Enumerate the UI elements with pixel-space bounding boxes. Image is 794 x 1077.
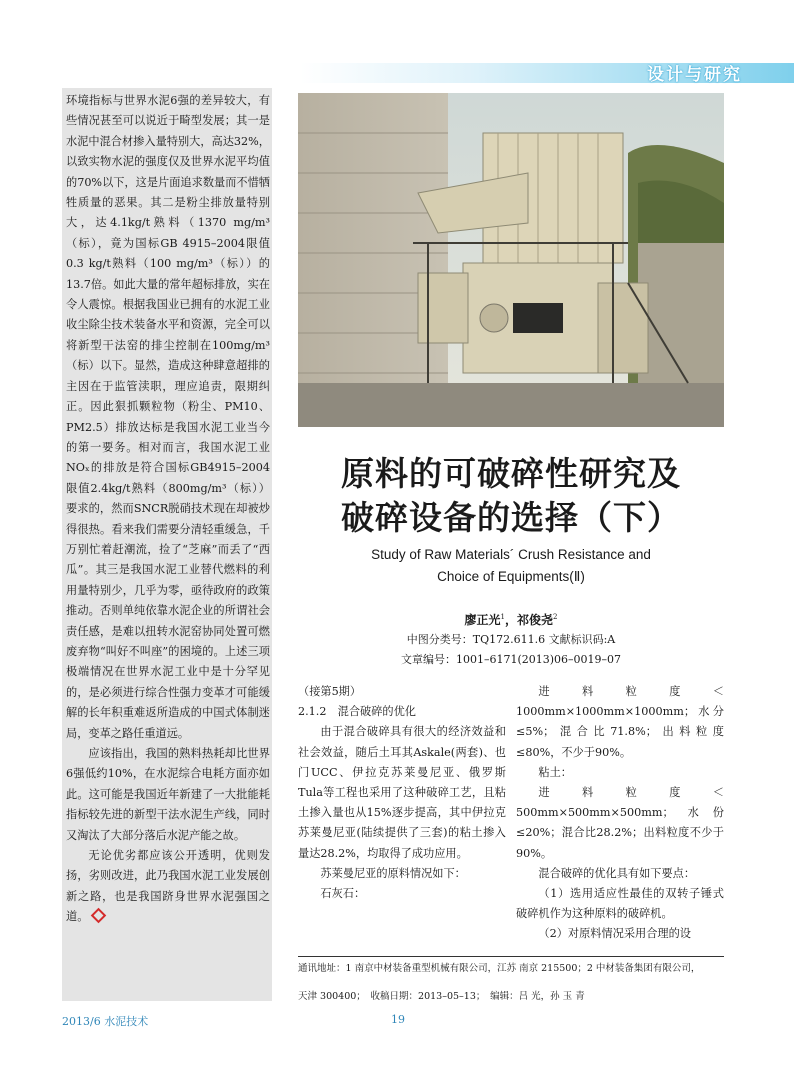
body-paragraph: （2）对原料情况采用合理的设 — [538, 927, 691, 941]
author-1: 廖正光 — [464, 613, 501, 627]
title-en-line-1: Study of Raw Materials´ Crush Resistance and — [371, 547, 651, 562]
title-line-2: 破碎设备的选择（下） — [341, 498, 681, 537]
article-title-cn — [298, 452, 724, 540]
footnote-address: 通讯地址：1 南京中材装备重型机械有限公司，江苏 南京 215500；2 中材装备集团有限公司， — [298, 963, 701, 974]
body-paragraph: 苏莱曼尼亚的原料情况如下： — [320, 866, 466, 880]
section-heading: 2.1.2 混合破碎的优化 — [298, 705, 416, 719]
footnote-divider — [298, 956, 724, 957]
crusher-photo — [298, 93, 724, 427]
sidebar-paragraph-3: 无论优劣都应该公开透明，优则发扬，劣则改进，此乃我国水泥工业发展创新之路，也是我国跻身世界水泥强国之道。 — [66, 849, 270, 924]
body-paragraph: 进料粒度＜500mm×500mm×500mm；水份≤20%；混合比28.2%；出料粒度不少于90%。 — [516, 786, 724, 860]
classification-line: 中图分类号：TQ172.611.6 文献标识码:A — [406, 633, 616, 646]
page-number: 19 — [391, 1013, 405, 1026]
sidebar-text — [62, 88, 272, 928]
footnote-dates: 天津 300400； 收稿日期：2013–05–13； 编辑：吕 光，孙 玉 青 — [298, 991, 585, 1002]
body-paragraph: 进料粒度＜1000mm×1000mm×1000mm；水分≤5%；混合比71.8%；出料粒度≤80%，不少于90%。 — [516, 685, 724, 759]
journal-footer: 2013/6 水泥技术 — [62, 1015, 149, 1028]
author-separator: ， — [504, 613, 517, 627]
body-paragraph: 混合破碎的优化具有如下要点： — [538, 866, 696, 880]
end-mark-icon — [91, 908, 107, 924]
body-column-right — [516, 682, 724, 945]
title-en-line-2: Choice of Equipments(Ⅱ) — [437, 569, 585, 584]
body-column-left — [298, 682, 506, 904]
continued-note: （接第5期） — [298, 685, 362, 698]
body-paragraph: 石灰石： — [320, 887, 366, 901]
body-paragraph: 粘土： — [538, 765, 572, 779]
title-line-1: 原料的可破碎性研究及 — [341, 454, 681, 493]
author-2-affil: 2 — [553, 613, 558, 621]
sidebar-paragraph-1: 环境指标与世界水泥6强的差异较大，有些情况甚至可以说近于畸型发展；其一是水泥中混合材掺入量特别大，高达32%，以致实物水泥的强度仅及世界水泥平均值的70%以下，这是片面追求数量而不惜牺牲质量的恶果。其二是粉尘排放量特别大，达4.1kg/t熟料（1370 mg/m³（标），竟为国标GB 4915–2004限值0.3 kg/t熟料（100 mg/m³（标））的13.7倍。如此大量的常年超标排放，实在令人震惊。根据我国业已拥有的水泥工业收尘除尘技术装备水平和资源，完全可以将新型干法窑的排尘控制在100mg/m³（标）以下。显然，造成这种肆意超排的主因在于监管渎职，理应追责，限期纠正。因此狠抓颗粒物（粉尘、PM10、PM2.5）排放达标是我国水泥工业当今的第一要务。相对而言，我国水泥工业NOₓ的排放是符合国标GB4915–2004限值2.4kg/t熟料（800mg/m³（标））要求的，然而SNCR脱硝技术现在却被炒得很热。看来我们需要分清轻重缓急，千万别忙着赶潮流，捡了“芝麻”而丢了“西瓜”。其三是我国水泥工业替代燃料的利用量特别少，几乎为零，亟待政府的政策推动。否则单纯依靠水泥企业的所谓社会责任感，是难以扭转水泥窑协同处置可燃废弃物“叫好不叫座”的困境的。上述三项极端情况在世界水泥工业中是十分罕见的，是必须进行综合性强力变革才可能缓解的长年积重难返所造成的中国式体制迷局，变革之路任重道远。 — [66, 94, 270, 740]
body-paragraph: （1）选用适应性最佳的双转子锤式破碎机作为这种原料的破碎机。 — [516, 887, 724, 921]
sidebar-paragraph-2: 应该指出，我国的熟料热耗却比世界6强低约10%，在水泥综合电耗方面亦如此。这可能是我国近年新建了一大批能耗指标较先进的新型干法水泥生产线，同时又淘汰了大部分落后水泥产能之故。 — [66, 747, 270, 842]
section-tag: 设计与研究 — [647, 65, 742, 85]
authors — [298, 611, 724, 628]
article-title-en — [298, 544, 724, 588]
body-paragraph: 由于混合破碎具有很大的经济效益和社会效益，随后土耳其Askale(两套)、也门UCC、伊拉克苏莱曼尼亚、俄罗斯Tula等工程也采用了这种破碎工艺，且粘土掺入量也从15%逐步提高，其中伊拉克苏莱曼尼亚(陆续提供了三套)的粘土掺入量达28.2%，均取得了成功应用。 — [298, 725, 506, 860]
author-2: 祁俊尧 — [517, 613, 554, 627]
sidebar-column — [62, 88, 272, 1001]
crusher-photo-graphic — [298, 93, 724, 427]
author-1-affil: 1 — [500, 613, 505, 621]
article-number-line: 文章编号：1001–6171(2013)06–0019–07 — [400, 653, 622, 666]
